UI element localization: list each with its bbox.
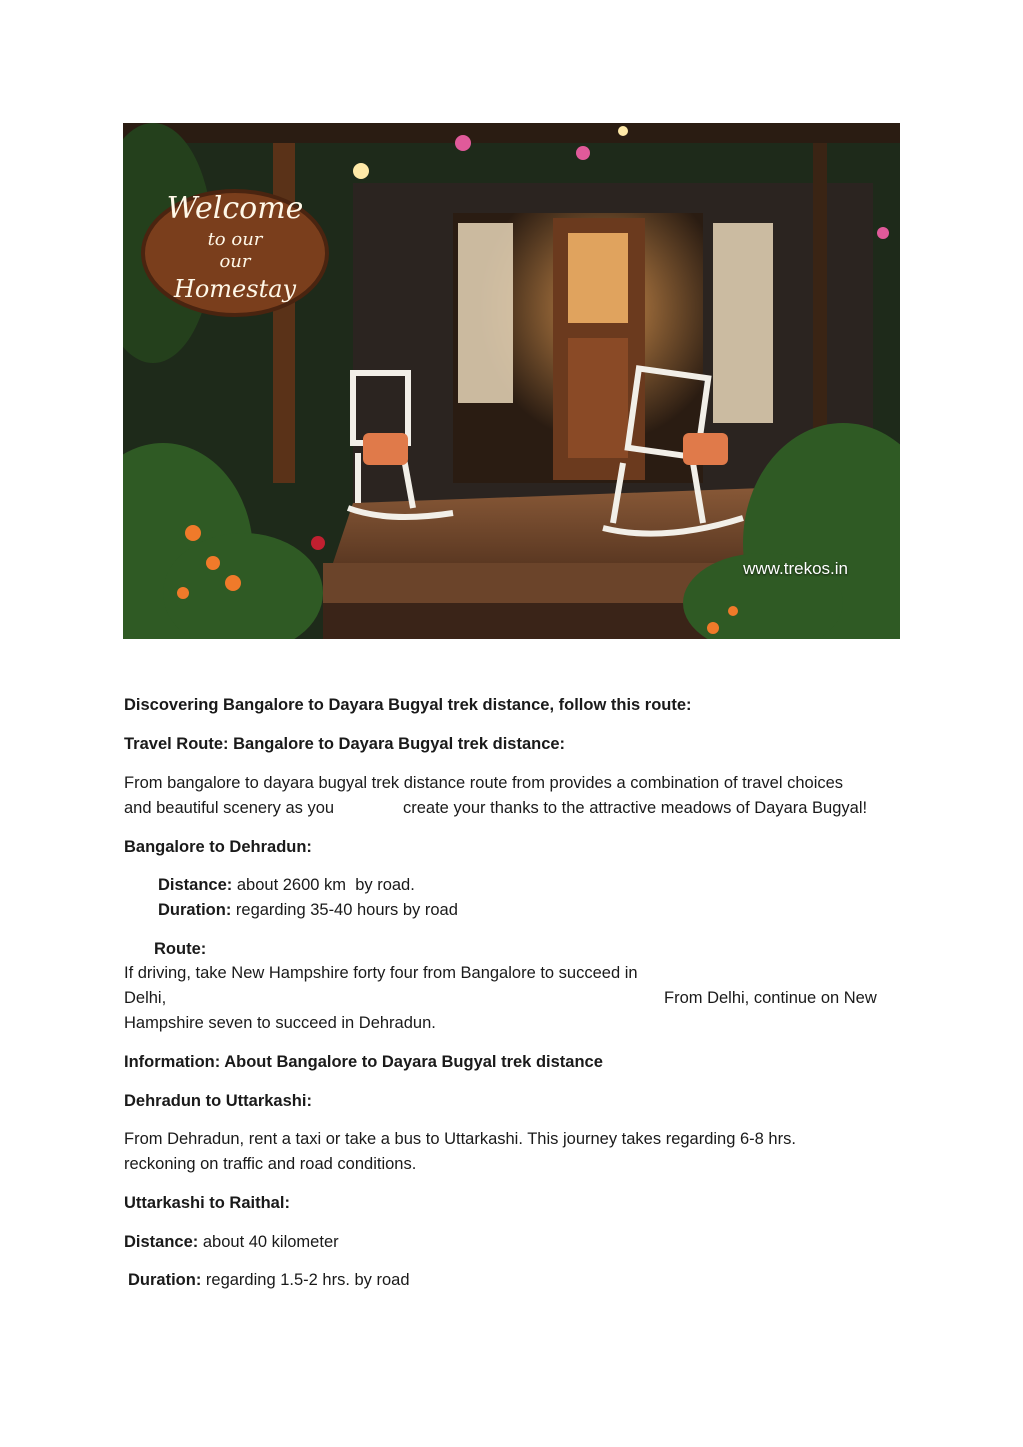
intro-paragraph-line: From bangalore to dayara bugyal trek distance route from provides a combination of travel choices xyxy=(124,774,844,792)
route-label: Route: xyxy=(154,940,207,958)
route-line: If driving, take New Hampshire forty four from Bangalore to succeed in xyxy=(124,964,638,982)
watermark: www.trekos.in xyxy=(743,559,848,578)
heading-bangalore-dehradun: Bangalore to Dehradun: xyxy=(124,838,312,856)
distance2-line xyxy=(124,1230,339,1255)
route-line: Delhi, xyxy=(124,989,167,1007)
dehradun-uttarkashi-line: reckoning on traffic and road conditions. xyxy=(124,1155,417,1173)
heading-information: Information: About Bangalore to Dayara Bugyal trek distance xyxy=(124,1053,603,1071)
intro-paragraph-line: and beautiful scenery as you xyxy=(124,799,335,817)
duration2-line xyxy=(128,1268,410,1293)
heading-travel-route: Travel Route: Bangalore to Dayara Bugyal trek distance: xyxy=(124,735,566,753)
intro-paragraph-line: create your thanks to the attractive meadows of Dayara Bugyal! xyxy=(403,799,868,817)
duration-line xyxy=(158,898,458,923)
distance-label: Distance: xyxy=(158,876,233,894)
dehradun-uttarkashi-line: From Dehradun, rent a taxi or take a bus to Uttarkashi. This journey takes regarding 6-8 hrs. xyxy=(124,1130,796,1148)
welcome-sign xyxy=(135,183,335,313)
sign-line: Welcome xyxy=(166,191,304,226)
sign-line: to our xyxy=(207,229,263,250)
distance2-label: Distance: xyxy=(124,1233,199,1251)
duration-value: regarding 35-40 hours by road xyxy=(231,901,458,919)
sign-line: our xyxy=(219,251,251,272)
duration-label: Duration: xyxy=(158,901,232,919)
distance-line xyxy=(158,873,415,898)
heading-uttarkashi-raithal: Uttarkashi to Raithal: xyxy=(124,1194,290,1212)
heading-dehradun-uttarkashi: Dehradun to Uttarkashi: xyxy=(124,1092,312,1110)
homestay-photo xyxy=(123,123,900,639)
heading-discover: Discovering Bangalore to Dayara Bugyal trek distance, follow this route: xyxy=(124,696,692,714)
distance-value: about 2600 km by road. xyxy=(232,876,415,894)
sign-line: Homestay xyxy=(173,275,297,303)
distance2-value: about 40 kilometer xyxy=(198,1233,339,1251)
duration2-value: regarding 1.5-2 hrs. by road xyxy=(201,1271,410,1289)
route-line: From Delhi, continue on New xyxy=(664,989,877,1007)
route-line: Hampshire seven to succeed in Dehradun. xyxy=(124,1014,436,1032)
duration2-label: Duration: xyxy=(128,1271,202,1289)
